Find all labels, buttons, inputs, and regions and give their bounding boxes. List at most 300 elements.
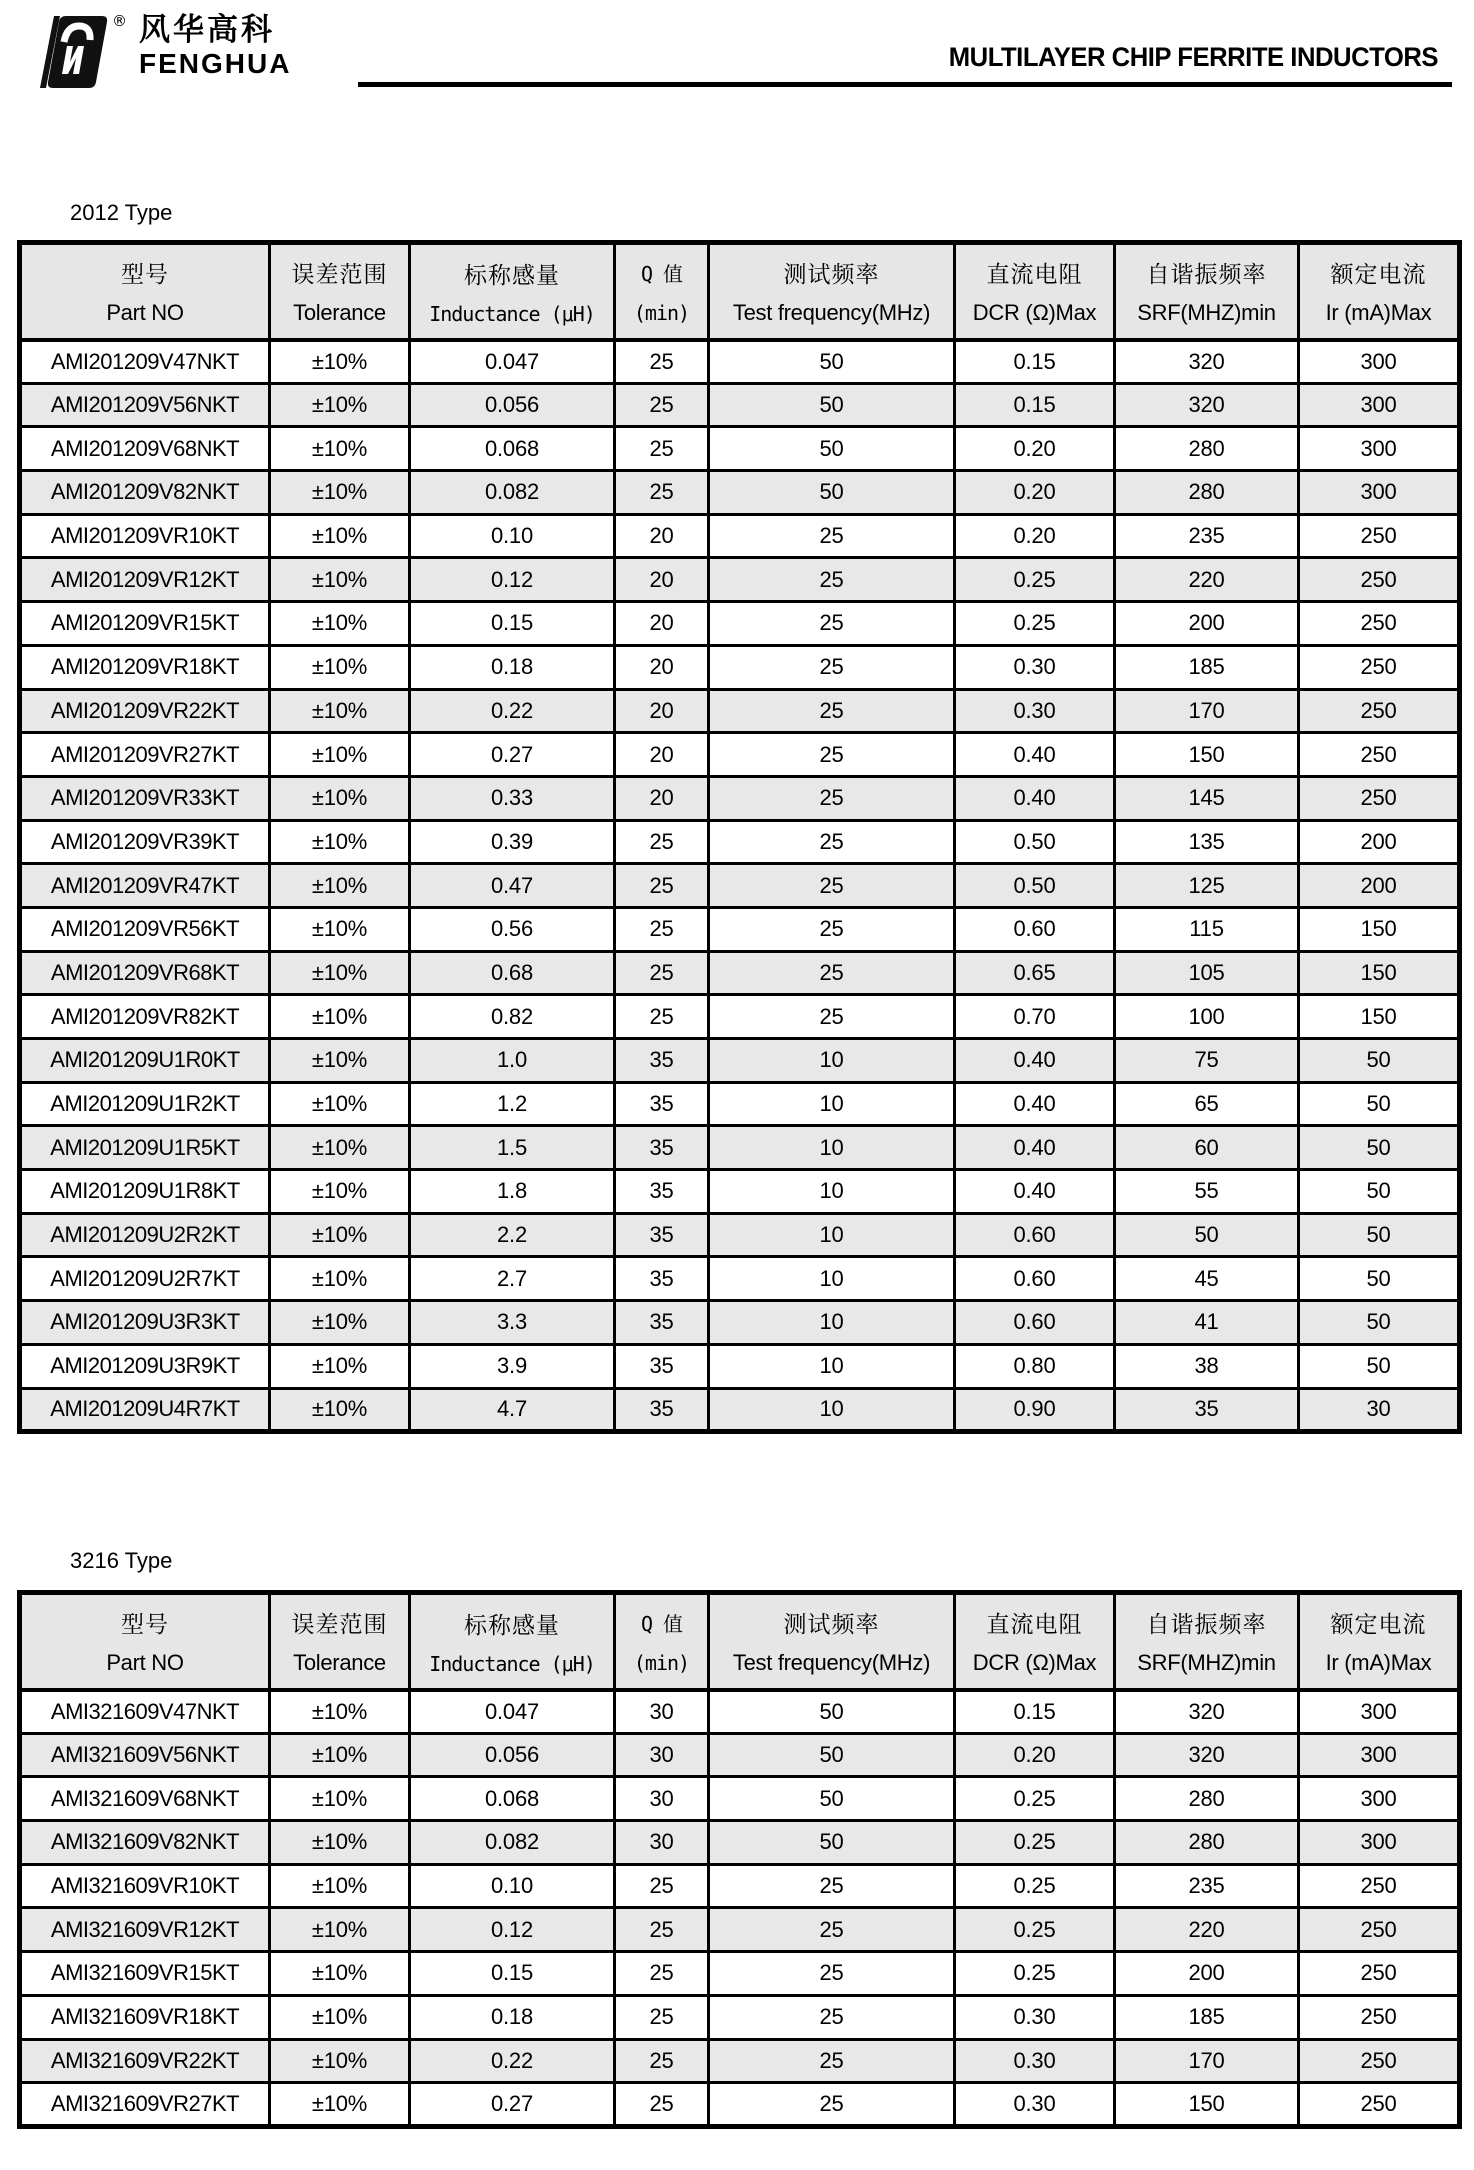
srf-cell: 170 xyxy=(1115,689,1299,733)
part-no-cell: AMI201209VR33KT xyxy=(20,776,270,820)
brand-logo xyxy=(28,12,291,92)
table-row xyxy=(20,2039,1460,2083)
q-min-cell: 20 xyxy=(615,645,709,689)
table-row xyxy=(20,776,1460,820)
part-no-cell: AMI201209VR12KT xyxy=(20,558,270,602)
q-min-cell: 35 xyxy=(615,1170,709,1214)
tolerance-cell: ±10% xyxy=(270,776,410,820)
srf-cell: 280 xyxy=(1115,471,1299,515)
srf-cell: 200 xyxy=(1115,1952,1299,1996)
table-row xyxy=(20,1388,1460,1432)
rated-current-cell: 300 xyxy=(1299,1733,1460,1777)
tolerance-cell: ±10% xyxy=(270,1213,410,1257)
test-frequency-cell: 50 xyxy=(709,340,955,384)
part-no-cell: AMI321609VR22KT xyxy=(20,2039,270,2083)
table-row xyxy=(20,1733,1460,1777)
q-min-cell: 20 xyxy=(615,558,709,602)
part-no-cell: AMI201209VR18KT xyxy=(20,645,270,689)
test-frequency-cell: 25 xyxy=(709,1864,955,1908)
inductance-cell: 0.068 xyxy=(410,427,615,471)
q-min-cell: 25 xyxy=(615,383,709,427)
rated-current-cell: 300 xyxy=(1299,340,1460,384)
rated-current-cell: 250 xyxy=(1299,1864,1460,1908)
test-frequency-cell: 25 xyxy=(709,820,955,864)
srf-cell: 320 xyxy=(1115,383,1299,427)
srf-cell: 280 xyxy=(1115,1777,1299,1821)
table-row xyxy=(20,645,1460,689)
q-min-cell: 25 xyxy=(615,864,709,908)
inductance-cell: 0.27 xyxy=(410,2083,615,2127)
tolerance-cell: ±10% xyxy=(270,1344,410,1388)
header-divider-rule xyxy=(358,82,1452,87)
table-row xyxy=(20,689,1460,733)
col-header-rated-current xyxy=(1299,243,1460,340)
dcr-cell: 0.30 xyxy=(955,645,1115,689)
srf-cell: 185 xyxy=(1115,645,1299,689)
dcr-cell: 0.40 xyxy=(955,1039,1115,1083)
col-header-srf-cn: 自谐振频率 xyxy=(1146,1611,1267,1638)
rated-current-cell: 150 xyxy=(1299,951,1460,995)
rated-current-cell: 250 xyxy=(1299,645,1460,689)
srf-cell: 185 xyxy=(1115,1995,1299,2039)
q-min-cell: 25 xyxy=(615,995,709,1039)
srf-cell: 220 xyxy=(1115,558,1299,602)
rated-current-cell: 250 xyxy=(1299,1952,1460,1996)
dcr-cell: 0.30 xyxy=(955,2039,1115,2083)
table-row xyxy=(20,1301,1460,1345)
tolerance-cell: ±10% xyxy=(270,1777,410,1821)
dcr-cell: 0.60 xyxy=(955,907,1115,951)
inductance-cell: 0.27 xyxy=(410,733,615,777)
table-row xyxy=(20,1908,1460,1952)
test-frequency-cell: 25 xyxy=(709,951,955,995)
table-row xyxy=(20,558,1460,602)
part-no-cell: AMI201209VR15KT xyxy=(20,602,270,646)
q-min-cell: 25 xyxy=(615,820,709,864)
tolerance-cell: ±10% xyxy=(270,471,410,515)
dcr-cell: 0.15 xyxy=(955,340,1115,384)
part-no-cell: AMI201209VR39KT xyxy=(20,820,270,864)
tolerance-cell: ±10% xyxy=(270,1733,410,1777)
srf-cell: 280 xyxy=(1115,427,1299,471)
part-no-cell: AMI321609V68NKT xyxy=(20,1777,270,1821)
table-row xyxy=(20,1952,1460,1996)
tolerance-cell: ±10% xyxy=(270,514,410,558)
srf-cell: 150 xyxy=(1115,733,1299,777)
rated-current-cell: 300 xyxy=(1299,383,1460,427)
table-row xyxy=(20,1257,1460,1301)
inductance-cell: 0.39 xyxy=(410,820,615,864)
rated-current-cell: 300 xyxy=(1299,1777,1460,1821)
rated-current-cell: 30 xyxy=(1299,1388,1460,1432)
inductance-cell: 2.2 xyxy=(410,1213,615,1257)
part-no-cell: AMI201209V82NKT xyxy=(20,471,270,515)
col-header-part-no xyxy=(20,1593,270,1690)
col-header-dcr xyxy=(955,1593,1115,1690)
q-min-cell: 35 xyxy=(615,1344,709,1388)
tolerance-cell: ±10% xyxy=(270,1126,410,1170)
table-row xyxy=(20,1082,1460,1126)
q-min-cell: 35 xyxy=(615,1301,709,1345)
col-header-inductance xyxy=(410,1593,615,1690)
test-frequency-cell: 50 xyxy=(709,1733,955,1777)
col-header-tolerance-en: Tolerance xyxy=(293,1650,386,1676)
inductance-cell: 0.22 xyxy=(410,2039,615,2083)
q-min-cell: 30 xyxy=(615,1777,709,1821)
dcr-cell: 0.60 xyxy=(955,1257,1115,1301)
inductance-cell: 0.22 xyxy=(410,689,615,733)
rated-current-cell: 50 xyxy=(1299,1082,1460,1126)
srf-cell: 235 xyxy=(1115,1864,1299,1908)
col-header-q-min-cn: Q 值 xyxy=(640,261,683,286)
tolerance-cell: ±10% xyxy=(270,602,410,646)
part-no-cell: AMI201209V56NKT xyxy=(20,383,270,427)
col-header-q-min-en: (min) xyxy=(633,300,690,325)
srf-cell: 125 xyxy=(1115,864,1299,908)
part-no-cell: AMI201209VR27KT xyxy=(20,733,270,777)
dcr-cell: 0.40 xyxy=(955,1170,1115,1214)
q-min-cell: 35 xyxy=(615,1257,709,1301)
col-header-part-no-cn: 型号 xyxy=(121,1611,169,1638)
inductance-cell: 3.3 xyxy=(410,1301,615,1345)
q-min-cell: 25 xyxy=(615,1952,709,1996)
inductance-cell: 0.12 xyxy=(410,558,615,602)
table-row xyxy=(20,1170,1460,1214)
rated-current-cell: 250 xyxy=(1299,776,1460,820)
col-header-tolerance xyxy=(270,243,410,340)
col-header-dcr-cn: 直流电阻 xyxy=(986,261,1083,288)
col-header-tolerance-cn: 误差范围 xyxy=(291,1611,388,1638)
col-header-q-min-cn: Q 值 xyxy=(640,1611,683,1636)
test-frequency-cell: 50 xyxy=(709,1777,955,1821)
srf-cell: 280 xyxy=(1115,1821,1299,1865)
q-min-cell: 25 xyxy=(615,907,709,951)
tolerance-cell: ±10% xyxy=(270,645,410,689)
col-header-test-frequency-cn: 测试频率 xyxy=(783,1611,880,1638)
q-min-cell: 25 xyxy=(615,340,709,384)
test-frequency-cell: 50 xyxy=(709,1690,955,1734)
col-header-tolerance-cn: 误差范围 xyxy=(291,261,388,288)
col-header-rated-current xyxy=(1299,1593,1460,1690)
rated-current-cell: 50 xyxy=(1299,1039,1460,1083)
part-no-cell: AMI321609V47NKT xyxy=(20,1690,270,1734)
col-header-test-frequency-en: Test frequency(MHz) xyxy=(732,300,931,326)
tolerance-cell: ±10% xyxy=(270,1257,410,1301)
part-no-cell: AMI321609VR12KT xyxy=(20,1908,270,1952)
test-frequency-cell: 25 xyxy=(709,1995,955,2039)
q-min-cell: 35 xyxy=(615,1082,709,1126)
test-frequency-cell: 25 xyxy=(709,1952,955,1996)
rated-current-cell: 300 xyxy=(1299,1690,1460,1734)
col-header-inductance xyxy=(410,243,615,340)
rated-current-cell: 150 xyxy=(1299,907,1460,951)
table-row xyxy=(20,427,1460,471)
part-no-cell: AMI321609V82NKT xyxy=(20,1821,270,1865)
inductance-cell: 0.047 xyxy=(410,1690,615,1734)
tolerance-cell: ±10% xyxy=(270,1995,410,2039)
col-header-part-no xyxy=(20,243,270,340)
q-min-cell: 25 xyxy=(615,1864,709,1908)
inductance-cell: 0.082 xyxy=(410,471,615,515)
test-frequency-cell: 10 xyxy=(709,1126,955,1170)
rated-current-cell: 250 xyxy=(1299,514,1460,558)
q-min-cell: 35 xyxy=(615,1388,709,1432)
test-frequency-cell: 25 xyxy=(709,2039,955,2083)
col-header-test-frequency xyxy=(709,243,955,340)
table-row xyxy=(20,733,1460,777)
brand-name-chinese: 风华高科 xyxy=(139,12,275,47)
test-frequency-cell: 25 xyxy=(709,776,955,820)
rated-current-cell: 50 xyxy=(1299,1301,1460,1345)
table-row xyxy=(20,383,1460,427)
inductance-cell: 0.82 xyxy=(410,995,615,1039)
fenghua-logo-icon xyxy=(28,12,110,92)
tolerance-cell: ±10% xyxy=(270,1039,410,1083)
srf-cell: 135 xyxy=(1115,820,1299,864)
srf-cell: 55 xyxy=(1115,1170,1299,1214)
part-no-cell: AMI201209VR10KT xyxy=(20,514,270,558)
col-header-srf-cn: 自谐振频率 xyxy=(1146,261,1267,288)
header-row xyxy=(20,1593,1460,1690)
srf-cell: 60 xyxy=(1115,1126,1299,1170)
part-no-cell: AMI201209VR47KT xyxy=(20,864,270,908)
srf-cell: 200 xyxy=(1115,602,1299,646)
tolerance-cell: ±10% xyxy=(270,558,410,602)
part-no-cell: AMI201209U2R2KT xyxy=(20,1213,270,1257)
rated-current-cell: 250 xyxy=(1299,1908,1460,1952)
dcr-cell: 0.90 xyxy=(955,1388,1115,1432)
dcr-cell: 0.20 xyxy=(955,1733,1115,1777)
part-no-cell: AMI321609VR15KT xyxy=(20,1952,270,1996)
part-no-cell: AMI201209V68NKT xyxy=(20,427,270,471)
q-min-cell: 20 xyxy=(615,776,709,820)
test-frequency-cell: 10 xyxy=(709,1213,955,1257)
tolerance-cell: ±10% xyxy=(270,995,410,1039)
tolerance-cell: ±10% xyxy=(270,820,410,864)
test-frequency-cell: 25 xyxy=(709,602,955,646)
document-title: MULTILAYER CHIP FERRITE INDUCTORS xyxy=(948,42,1438,72)
rated-current-cell: 250 xyxy=(1299,733,1460,777)
srf-cell: 45 xyxy=(1115,1257,1299,1301)
section-label-2012-type: 2012 Type xyxy=(70,200,173,225)
dcr-cell: 0.80 xyxy=(955,1344,1115,1388)
dcr-cell: 0.25 xyxy=(955,602,1115,646)
part-no-cell: AMI201209U3R3KT xyxy=(20,1301,270,1345)
test-frequency-cell: 25 xyxy=(709,1908,955,1952)
inductance-cell: 0.18 xyxy=(410,645,615,689)
inductance-cell: 0.15 xyxy=(410,1952,615,1996)
col-header-test-frequency xyxy=(709,1593,955,1690)
table-row xyxy=(20,1690,1460,1734)
col-header-rated-current-cn: 额定电流 xyxy=(1330,1611,1427,1638)
inductance-cell: 0.10 xyxy=(410,1864,615,1908)
table-row xyxy=(20,1213,1460,1257)
inductance-cell: 0.33 xyxy=(410,776,615,820)
table-row xyxy=(20,1777,1460,1821)
srf-cell: 150 xyxy=(1115,2083,1299,2127)
rated-current-cell: 300 xyxy=(1299,427,1460,471)
inductance-cell: 0.056 xyxy=(410,383,615,427)
dcr-cell: 0.50 xyxy=(955,864,1115,908)
col-header-srf-en: SRF(MHZ)min xyxy=(1137,300,1276,326)
q-min-cell: 25 xyxy=(615,2039,709,2083)
srf-cell: 75 xyxy=(1115,1039,1299,1083)
rated-current-cell: 50 xyxy=(1299,1126,1460,1170)
col-header-dcr-cn: 直流电阻 xyxy=(986,1611,1083,1638)
tolerance-cell: ±10% xyxy=(270,951,410,995)
q-min-cell: 30 xyxy=(615,1690,709,1734)
col-header-rated-current-cn: 额定电流 xyxy=(1330,261,1427,288)
col-header-rated-current-en: Ir (mA)Max xyxy=(1325,1650,1432,1676)
table-row xyxy=(20,951,1460,995)
inductance-cell: 1.0 xyxy=(410,1039,615,1083)
srf-cell: 220 xyxy=(1115,1908,1299,1952)
table-row xyxy=(20,1864,1460,1908)
col-header-inductance-en: Inductance (μH) xyxy=(429,1651,595,1676)
test-frequency-cell: 25 xyxy=(709,514,955,558)
inductance-cell: 1.8 xyxy=(410,1170,615,1214)
q-min-cell: 25 xyxy=(615,1995,709,2039)
tolerance-cell: ±10% xyxy=(270,1690,410,1734)
inductance-cell: 0.15 xyxy=(410,602,615,646)
q-min-cell: 30 xyxy=(615,1733,709,1777)
dcr-cell: 0.15 xyxy=(955,1690,1115,1734)
srf-cell: 145 xyxy=(1115,776,1299,820)
dcr-cell: 0.20 xyxy=(955,427,1115,471)
table-row xyxy=(20,1344,1460,1388)
test-frequency-cell: 10 xyxy=(709,1257,955,1301)
dcr-cell: 0.70 xyxy=(955,995,1115,1039)
q-min-cell: 25 xyxy=(615,1908,709,1952)
table-row xyxy=(20,1126,1460,1170)
col-header-inductance-cn: 标称感量 xyxy=(464,261,560,288)
part-no-cell: AMI201209U4R7KT xyxy=(20,1388,270,1432)
tolerance-cell: ±10% xyxy=(270,1170,410,1214)
tolerance-cell: ±10% xyxy=(270,427,410,471)
brand-wordmark xyxy=(139,12,291,78)
tolerance-cell: ±10% xyxy=(270,864,410,908)
table-row xyxy=(20,907,1460,951)
part-no-cell: AMI201209VR68KT xyxy=(20,951,270,995)
rated-current-cell: 150 xyxy=(1299,995,1460,1039)
inductance-cell: 1.5 xyxy=(410,1126,615,1170)
col-header-part-no-en: Part NO xyxy=(106,1650,184,1676)
rated-current-cell: 200 xyxy=(1299,864,1460,908)
rated-current-cell: 200 xyxy=(1299,820,1460,864)
part-no-cell: AMI201209U1R8KT xyxy=(20,1170,270,1214)
q-min-cell: 25 xyxy=(615,951,709,995)
rated-current-cell: 50 xyxy=(1299,1344,1460,1388)
tolerance-cell: ±10% xyxy=(270,2083,410,2127)
rated-current-cell: 250 xyxy=(1299,2039,1460,2083)
col-header-test-frequency-cn: 测试频率 xyxy=(783,261,880,288)
part-no-cell: AMI201209U1R5KT xyxy=(20,1126,270,1170)
col-header-srf xyxy=(1115,243,1299,340)
srf-cell: 235 xyxy=(1115,514,1299,558)
test-frequency-cell: 25 xyxy=(709,907,955,951)
srf-cell: 105 xyxy=(1115,951,1299,995)
col-header-part-no-cn: 型号 xyxy=(121,261,169,288)
dcr-cell: 0.15 xyxy=(955,383,1115,427)
q-min-cell: 25 xyxy=(615,427,709,471)
rated-current-cell: 50 xyxy=(1299,1257,1460,1301)
inductance-cell: 0.18 xyxy=(410,1995,615,2039)
srf-cell: 35 xyxy=(1115,1388,1299,1432)
col-header-rated-current-en: Ir (mA)Max xyxy=(1325,300,1432,326)
dcr-cell: 0.20 xyxy=(955,514,1115,558)
part-no-cell: AMI201209VR82KT xyxy=(20,995,270,1039)
srf-cell: 115 xyxy=(1115,907,1299,951)
tolerance-cell: ±10% xyxy=(270,1388,410,1432)
table-row xyxy=(20,340,1460,384)
dcr-cell: 0.65 xyxy=(955,951,1115,995)
part-no-cell: AMI321609VR18KT xyxy=(20,1995,270,2039)
tolerance-cell: ±10% xyxy=(270,340,410,384)
tolerance-cell: ±10% xyxy=(270,1864,410,1908)
rated-current-cell: 250 xyxy=(1299,2083,1460,2127)
inductance-cell: 3.9 xyxy=(410,1344,615,1388)
dcr-cell: 0.40 xyxy=(955,1126,1115,1170)
part-no-cell: AMI201209VR22KT xyxy=(20,689,270,733)
tolerance-cell: ±10% xyxy=(270,1301,410,1345)
dcr-cell: 0.25 xyxy=(955,1908,1115,1952)
test-frequency-cell: 50 xyxy=(709,1821,955,1865)
tolerance-cell: ±10% xyxy=(270,383,410,427)
srf-cell: 320 xyxy=(1115,340,1299,384)
spec-table-2012 xyxy=(17,240,1462,1434)
dcr-cell: 0.25 xyxy=(955,558,1115,602)
col-header-q-min xyxy=(615,243,709,340)
inductance-cell: 0.56 xyxy=(410,907,615,951)
part-no-cell: AMI321609VR10KT xyxy=(20,1864,270,1908)
inductance-cell: 0.47 xyxy=(410,864,615,908)
tolerance-cell: ±10% xyxy=(270,1952,410,1996)
srf-cell: 41 xyxy=(1115,1301,1299,1345)
inductance-cell: 0.68 xyxy=(410,951,615,995)
col-header-srf-en: SRF(MHZ)min xyxy=(1137,1650,1276,1676)
table-row xyxy=(20,1039,1460,1083)
inductance-cell: 0.10 xyxy=(410,514,615,558)
tolerance-cell: ±10% xyxy=(270,689,410,733)
table-row xyxy=(20,820,1460,864)
q-min-cell: 25 xyxy=(615,2083,709,2127)
rated-current-cell: 50 xyxy=(1299,1213,1460,1257)
col-header-q-min xyxy=(615,1593,709,1690)
part-no-cell: AMI201209V47NKT xyxy=(20,340,270,384)
col-header-tolerance-en: Tolerance xyxy=(293,300,386,326)
registered-mark: ® xyxy=(112,12,127,30)
dcr-cell: 0.60 xyxy=(955,1213,1115,1257)
test-frequency-cell: 10 xyxy=(709,1082,955,1126)
part-no-cell: AMI201209U1R2KT xyxy=(20,1082,270,1126)
q-min-cell: 35 xyxy=(615,1126,709,1170)
col-header-dcr-en: DCR (Ω)Max xyxy=(972,1650,1097,1676)
dcr-cell: 0.30 xyxy=(955,1995,1115,2039)
col-header-inductance-en: Inductance (μH) xyxy=(429,301,595,326)
tolerance-cell: ±10% xyxy=(270,2039,410,2083)
part-no-cell: AMI201209VR56KT xyxy=(20,907,270,951)
dcr-cell: 0.25 xyxy=(955,1821,1115,1865)
test-frequency-cell: 10 xyxy=(709,1170,955,1214)
tolerance-cell: ±10% xyxy=(270,1821,410,1865)
rated-current-cell: 300 xyxy=(1299,1821,1460,1865)
dcr-cell: 0.30 xyxy=(955,689,1115,733)
q-min-cell: 25 xyxy=(615,471,709,515)
inductance-cell: 0.068 xyxy=(410,1777,615,1821)
col-header-part-no-en: Part NO xyxy=(106,300,184,326)
test-frequency-cell: 10 xyxy=(709,1039,955,1083)
header-row xyxy=(20,243,1460,340)
